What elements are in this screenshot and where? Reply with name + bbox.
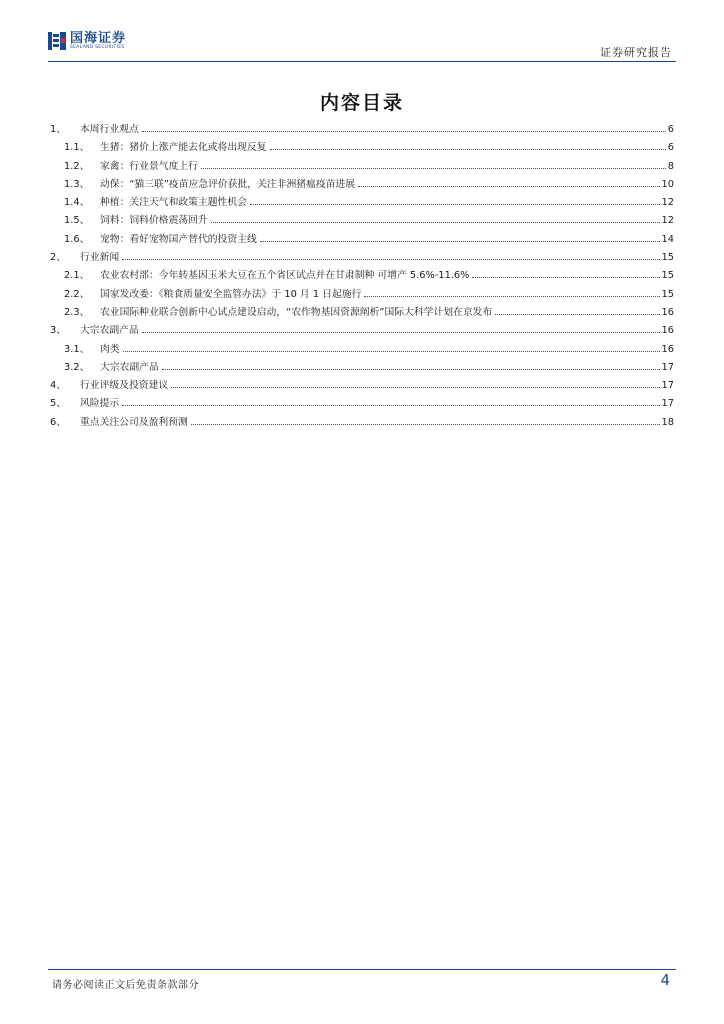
toc-entry[interactable]: [50, 176, 674, 194]
toc-entry-title: 行业评级及投资建议: [80, 380, 169, 392]
toc-dot-leader: [250, 204, 660, 205]
toc-entry-title: 风险提示: [80, 398, 120, 410]
toc-dot-leader: [364, 296, 659, 297]
toc-entry-number: 1、: [50, 124, 67, 135]
toc-dot-leader: [171, 387, 659, 388]
toc-entry[interactable]: [50, 341, 674, 359]
header-divider: [48, 61, 676, 62]
footer-divider: [48, 969, 676, 970]
toc-entry-page: 15: [661, 270, 674, 282]
disclaimer-notice: 请务必阅读正文后免责条款部分: [52, 980, 199, 991]
toc-entry-page: 17: [661, 398, 674, 410]
toc-dot-leader: [122, 259, 659, 260]
toc-dot-leader: [122, 405, 659, 406]
toc-entry-title: 重点关注公司及盈利预测: [80, 416, 188, 428]
toc-entry[interactable]: [50, 249, 674, 267]
toc-entry-number: 6、: [50, 416, 67, 428]
toc-entry-page: 8: [667, 160, 674, 172]
toc-dot-leader: [191, 424, 660, 425]
toc-entry-number: 1.6、: [64, 233, 90, 245]
toc-entry-number: 3、: [50, 325, 67, 337]
toc-dot-leader: [472, 277, 659, 278]
toc-entry[interactable]: [50, 304, 674, 322]
toc-entry-title: 本周行业观点: [80, 124, 139, 135]
toc-entry-number: 4、: [50, 380, 67, 392]
toc-entry-page: 15: [661, 252, 674, 264]
report-type-label: 证券研究报告: [600, 46, 672, 59]
logo-chinese-name: 国海证券: [70, 31, 127, 46]
toc-entry-title: 农业国际种业联合创新中心试点建设启动，“农作物基因资源阐析”国际大科学计划在京发布: [100, 306, 493, 318]
toc-entry[interactable]: [50, 121, 674, 139]
toc-entry-title: 国家发改委：《粮食质量安全监管办法》于 10 月 1 日起施行: [100, 288, 362, 300]
toc-entry-title: 大宗农副产品: [100, 361, 159, 373]
toc-entry-title: 家禽：行业景气度上行: [100, 160, 198, 172]
toc-entry-number: 3.1、: [64, 343, 90, 355]
toc-entry[interactable]: [50, 377, 674, 395]
toc-entry-number: 2.1、: [64, 270, 90, 282]
toc-entry-page: 16: [661, 306, 674, 318]
toc-entry[interactable]: [50, 395, 674, 413]
toc-entry-number: 3.2、: [64, 361, 90, 373]
toc-dot-leader: [270, 149, 666, 150]
toc-entry-title: 生猪：猪价上涨产能去化或将出现反复: [100, 142, 267, 154]
sealand-logo-icon: [48, 32, 66, 50]
toc-entry[interactable]: [50, 231, 674, 249]
toc-entry-page: 16: [661, 343, 674, 355]
toc-dot-leader: [142, 332, 660, 333]
toc-entry-number: 1.5、: [64, 215, 90, 227]
toc-entry-number: 2、: [50, 252, 67, 264]
page-header: [48, 28, 676, 62]
toc-dot-leader: [201, 168, 666, 169]
toc-entry-page: 16: [661, 325, 674, 337]
toc-entry-title: 行业新闻: [80, 252, 120, 264]
toc-entry[interactable]: [50, 414, 674, 432]
toc-entry-title: 肉类: [100, 343, 120, 355]
toc-entry[interactable]: [50, 212, 674, 230]
table-of-contents: [50, 121, 674, 432]
toc-entry[interactable]: [50, 286, 674, 304]
toc-entry-page: 12: [661, 215, 674, 227]
toc-entry[interactable]: [50, 359, 674, 377]
company-logo: [48, 32, 126, 51]
toc-dot-leader: [495, 314, 659, 315]
toc-entry-number: 1.4、: [64, 197, 90, 209]
logo-english-name: SEALAND SECURITIES: [70, 45, 125, 50]
toc-entry-title: 宠物：看好宠物国产替代的投资主线: [100, 233, 257, 245]
toc-entry-page: 6: [667, 124, 674, 135]
toc-entry-number: 2.2、: [64, 288, 90, 300]
toc-dot-leader: [211, 222, 660, 223]
toc-entry-number: 1.2、: [64, 160, 90, 172]
toc-entry-page: 18: [661, 416, 674, 428]
toc-entry-page: 15: [661, 288, 674, 300]
page-number: 4: [660, 971, 670, 989]
toc-entry-page: 10: [661, 178, 674, 190]
toc-entry-number: 5、: [50, 398, 67, 410]
toc-entry-title: 饲料：饲料价格震荡回升: [100, 215, 208, 227]
toc-entry[interactable]: [50, 322, 674, 340]
toc-entry[interactable]: [50, 158, 674, 176]
toc-entry-title: 大宗农副产品: [80, 325, 139, 337]
toc-entry-number: 1.3、: [64, 178, 90, 190]
toc-entry-page: 12: [661, 197, 674, 209]
toc-entry-title: 种植：关注天气和政策主题性机会: [100, 197, 247, 209]
toc-dot-leader: [123, 351, 660, 352]
toc-entry-page: 17: [661, 380, 674, 392]
page-title: 内容目录: [319, 92, 404, 114]
toc-entry-title: 动保：“猫三联”疫苗应急评价获批，关注非洲猪瘟疫苗进展: [100, 178, 356, 190]
toc-entry-number: 1.1、: [64, 142, 90, 154]
toc-entry-page: 6: [667, 142, 674, 154]
toc-entry-title: 农业农村部：今年转基因玉米大豆在五个省区试点并在甘肃制种 可增产 5.6%-11.6%: [100, 270, 470, 282]
toc-entry-number: 2.3、: [64, 306, 90, 318]
toc-dot-leader: [260, 241, 660, 242]
toc-entry[interactable]: [50, 267, 674, 285]
toc-dot-leader: [358, 186, 659, 187]
toc-entry-page: 14: [661, 233, 674, 245]
toc-dot-leader: [142, 131, 666, 132]
toc-entry[interactable]: [50, 194, 674, 212]
toc-entry-page: 17: [661, 361, 674, 373]
toc-entry[interactable]: [50, 139, 674, 157]
toc-dot-leader: [162, 369, 660, 370]
